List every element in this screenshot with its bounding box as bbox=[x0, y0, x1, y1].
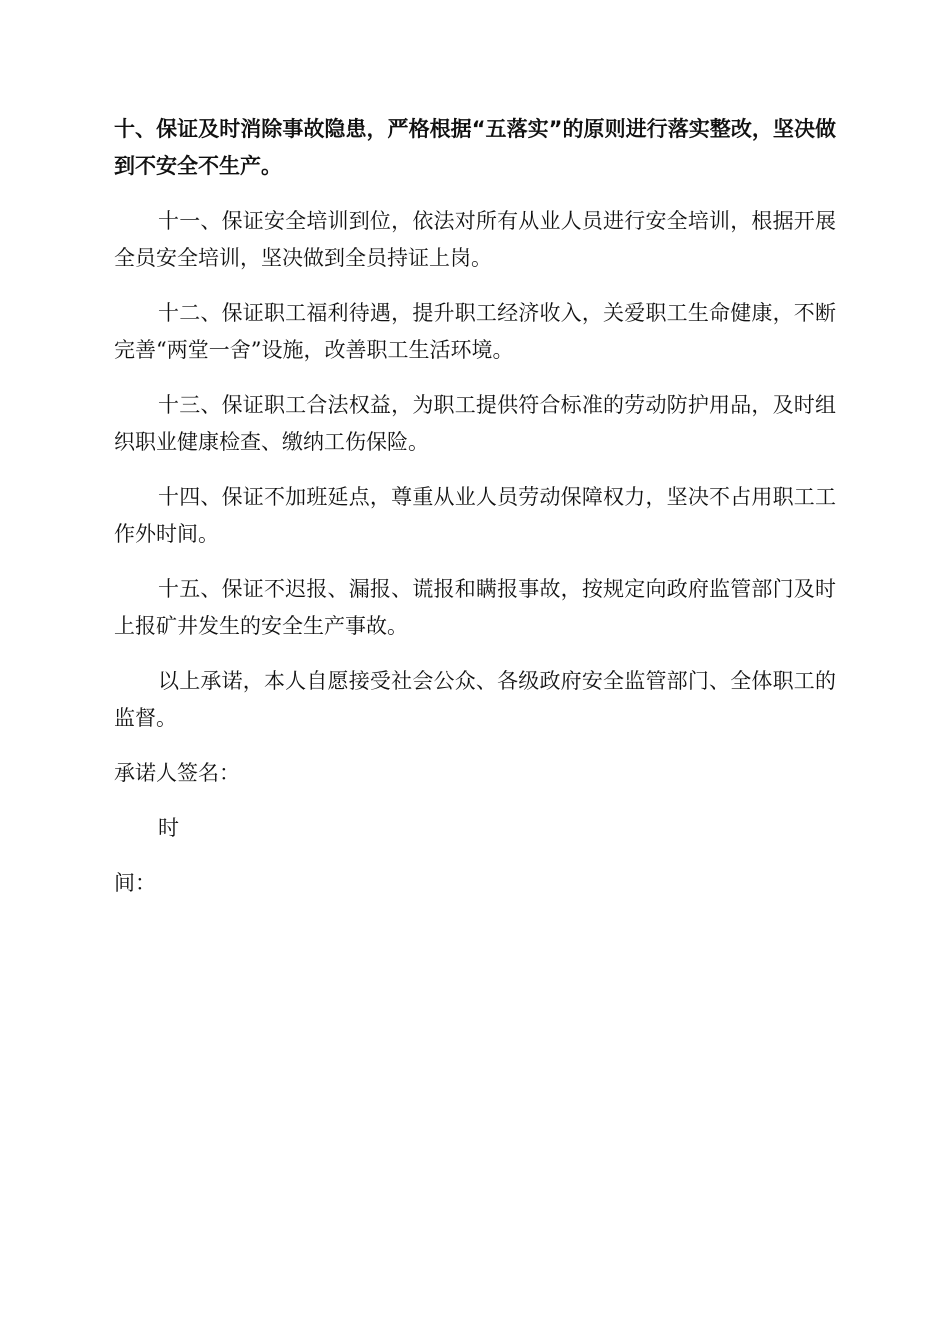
paragraph-item-14: 十四、保证不加班延点，尊重从业人员劳动保障权力，坚决不占用职工工作外时间。 bbox=[114, 485, 836, 546]
paragraph-item-11: 十一、保证安全培训到位，依法对所有从业人员进行安全培训，根据开展全员安全培训，坚决做到全员持证上岗。 bbox=[114, 209, 836, 270]
paragraph-item-15: 十五、保证不迟报、漏报、谎报和瞒报事故，按规定向政府监管部门及时上报矿井发生的安全生产事故。 bbox=[114, 577, 836, 638]
paragraph-item-10: 十、保证及时消除事故隐患，严格根据“五落实”的原则进行落实整改，坚决做到不安全不生产。 bbox=[114, 117, 836, 178]
signature-label: 承诺人签名： bbox=[114, 761, 240, 785]
paragraph-commitment-statement: 以上承诺，本人自愿接受社会公众、各级政府安全监管部门、全体职工的监督。 bbox=[114, 669, 836, 730]
paragraph-item-13: 十三、保证职工合法权益，为职工提供符合标准的劳动防护用品，及时组织职业健康检查、缴纳工伤保险。 bbox=[114, 393, 836, 454]
paragraph-item-12: 十二、保证职工福利待遇，提升职工经济收入，关爱职工生命健康，不断完善“两堂一舍”设施，改善职工生活环境。 bbox=[114, 301, 836, 362]
document-page bbox=[114, 111, 836, 902]
time-label-second: 间： bbox=[114, 871, 156, 895]
time-label-first: 时 bbox=[158, 816, 179, 840]
